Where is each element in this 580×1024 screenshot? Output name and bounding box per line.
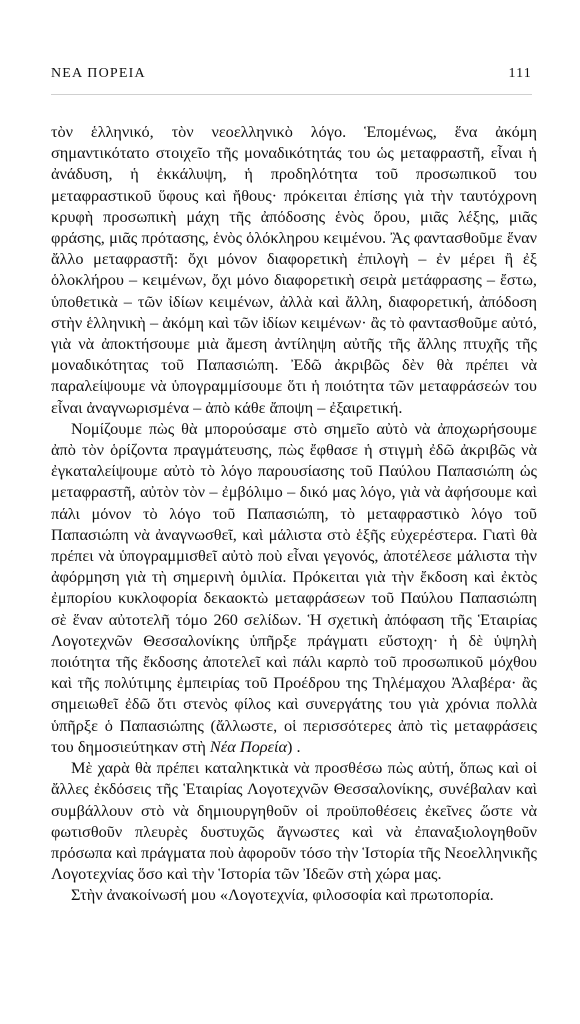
- journal-title: ΝΕΑ ΠΟΡΕΙΑ: [51, 66, 146, 81]
- paragraph: Μὲ χαρὰ θὰ πρέπει καταληκτικὰ νὰ προσθέσω πὼς αὐτή, ὅπως καὶ οἱ ἄλλες ἐκδόσεις τῆς Ἑταιρίας Λογοτεχνῶν Θεσσαλονίκης, συνέβαλαν καὶ συμβάλλουν στὸ νὰ δημιουργηθοῦν οἱ προϋποθέσεις ἐκεῖνες ὥστε νὰ φωτισθοῦν πλευρὲς δυστυχῶς ἄγνωστες καὶ νὰ ἐπαναξιολογηθοῦν πρόσωπα καὶ πράγματα ποὺ ἀφοροῦν τόσο τὴν Ἱστορία τῆς Νεοελληνικῆς Λογοτεχνίας ὅσο καὶ τὴν Ἱστορία τῶν Ἰδεῶν στὴ χώρα μας.: [51, 758, 537, 884]
- body-text: [51, 121, 537, 906]
- journal-reference: Νέα Πορεία: [209, 736, 288, 756]
- paragraph-text: Νομίζουμε πὼς θὰ μπορούσαμε στὸ σημεῖο αὐτὸ νὰ ἀποχωρήσουμε ἀπὸ τὸν ὁρίζοντα πραγμάτευσης, πὼς ἔφθασε ἡ στιγμὴ ἐδῶ ἀκριβῶς νὰ ἐγκαταλείψουμε αὐτὸ τὸ λόγο παρουσίασης τοῦ Παύλου Παπασιώπη ὡς μεταφραστῆ, αὐτὸν τὸν – ἐμβόλιμο – δικό μας λόγο, γιὰ νὰ ἀφήσουμε καὶ πάλι μόνον τὸ λόγο τοῦ Παπασιώπη, τὸ μεταφραστικὸ λόγο τοῦ Παπασιώπη νὰ ἀναγνωσθεῖ, καὶ μάλιστα στὸ ἑξῆς εὐχερέστερα. Γιατὶ θὰ πρέπει νὰ ὑπογραμμισθεῖ αὐτὸ ποὺ εἶναι γεγονός, ἀποτέλεσε μάλιστα τὴν ἀφόρμηση γιὰ τὴ σημερινὴ ὁμιλία. Πρόκειται γιὰ τὴν ἔκδοση καὶ ἐκτὸς ἐμπορίου κυκλοφορία δεκαοκτὼ μεταφράσεων τοῦ Παύλου Παπασιώπη σὲ ἕναν αὐτοτελῆ τόμο 260 σελίδων. Ἡ σχετικὴ ἀπόφαση τῆς Ἑταιρίας Λογοτεχνῶν Θεσσαλονίκης ὑπῆρξε πράγματι εὔστοχη· ἡ δὲ ὑψηλὴ ποιότητα τῆς ἔκδοσης ἀποτελεῖ καὶ πάλι καρπὸ τοῦ προσωπικοῦ μόχθου καὶ τῆς πολύτιμης ἐμπειρίας τοῦ Προέδρου της Τηλέμαχου Ἀλαβέρα· ἂς σημειωθεῖ ἐδῶ ὅτι στενὸς φίλος καὶ συνεργάτης του γιὰ χρόνια πολλὰ ὑπῆρξε ὁ Παπασιώπης (ἄλλωστε, οἱ περισσότερες ἀπὸ τὶς μεταφράσεις του δημοσιεύτηκαν στὴ: [51, 418, 537, 756]
- running-header: [51, 66, 532, 82]
- header-divider: [51, 94, 532, 95]
- paragraph-closing: ) .: [287, 736, 301, 756]
- page-number: 111: [508, 66, 532, 81]
- paragraph: [51, 418, 537, 757]
- paragraph: τὸν ἑλληνικό, τὸν νεοελληνικὸ λόγο. Ἑπομένως, ἕνα ἀκόμη σημαντικότατο στοιχεῖο τῆς μοναδικότητάς του ὡς μεταφραστῆ, εἶναι ἡ ἀνάδυση, ἡ ἐκκάλυψη, ἡ προδηλότητα τοῦ προσωπικοῦ του μεταφραστικοῦ ὕφους καὶ ἤθους· πρόκειται ἐπίσης γιὰ τὴν ταυτόχρονη κρυφὴ προσωπικὴ μάχη τῆς ἀπόδοσης ἑνὸς ὅρου, μιᾶς λέξης, μιᾶς φράσης, μιᾶς πρότασης, ἑνὸς ὁλόκληρου κειμένου. Ἂς φαντασθοῦμε ἕναν ἄλλο μεταφραστῆ: ὄχι μόνον διαφορετικὴ ἐπιλογὴ – ἐν μέρει ἢ ἐξ ὁλοκλήρου – κειμένων, ὄχι μόνο διαφορετικὴ σειρὰ μετάφρασης – ἔστω, ὑποθετικὰ – τῶν ἰδίων κειμένων, ἀλλὰ καὶ ἄλλη, διαφορετική, ἀπόδοση στὴν ἑλληνικὴ – ἀκόμη καὶ τῶν ἰδίων κειμένων· ἂς τὸ φαντασθοῦμε αὐτό, γιὰ νὰ ἀποκτήσουμε μιὰ ἄμεση ἀντίληψη αὐτῆς τῆς ἄλλης πτυχῆς τῆς μοναδικότητας τοῦ Παπασιώπη. Ἐδῶ ἀκριβῶς δὲν θὰ πρέπει νὰ παραλείψουμε νὰ ὑπογραμμίσουμε ὅτι ἡ ποιότητα τῶν μεταφράσεών του εἶναι ἀναγνωρισμένα – ἀπὸ κάθε ἄποψη – ἐξαιρετική.: [51, 122, 537, 417]
- paragraph: Στὴν ἀνακοίνωσή μου «Λογοτεχνία, φιλοσοφία καὶ πρωτοπορία.: [71, 885, 494, 905]
